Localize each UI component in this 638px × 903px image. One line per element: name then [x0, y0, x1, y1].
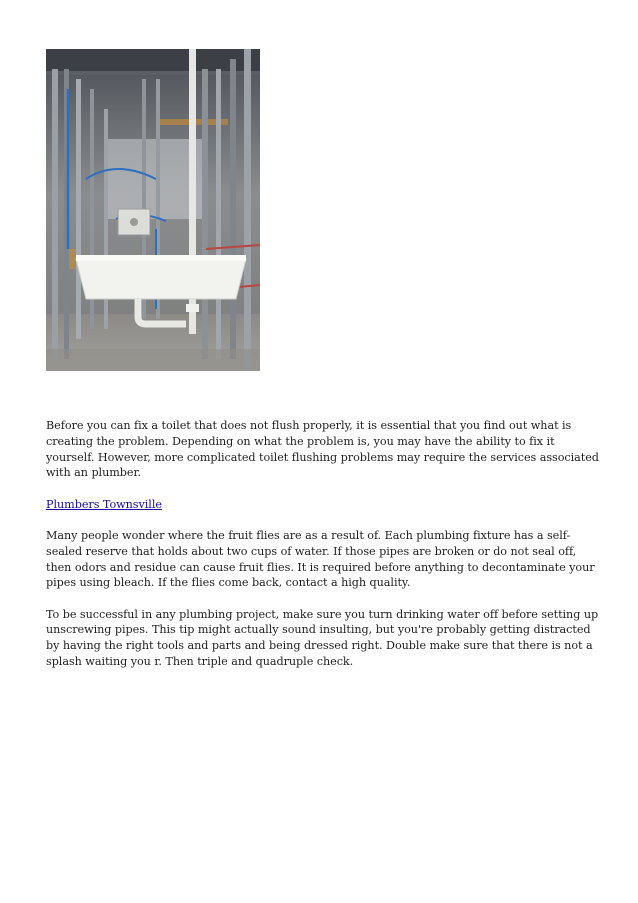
plumbers-townsville-link[interactable]: Plumbers Townsville [46, 497, 162, 511]
paragraph-fruit-flies: Many people wonder where the fruit flies are as a result of. Each plumbing fixture has a self-sealed reserve that holds about two cups of water. If those pipes are broken or do not seal off, then odors and residue can cause fruit flies. It is required before anything to decontaminate your pipes using bleach. If the flies come back, contact a high quality. [46, 528, 595, 590]
paragraph-plumbing-project: To be successful in any plumbing project, make sure you turn drinking water off before setting up unscrewing pipes. This tip might actually sound insulting, but you're probably getting distracted by having the right tools and parts and being dressed right. Double make sure that there is not a splash waiting you r. Then triple and quadruple check. [46, 607, 599, 669]
article-body [46, 418, 602, 685]
paragraph-intro: Before you can fix a toilet that does not flush properly, it is essential that you find out what is creating the problem. Depending on what the problem is, you may have the ability to fix it yourself. However, more complicated toilet flushing problems may require the services associated with an plumber. [46, 419, 599, 480]
link-paragraph [46, 497, 602, 513]
bathroom-photo [46, 49, 260, 371]
